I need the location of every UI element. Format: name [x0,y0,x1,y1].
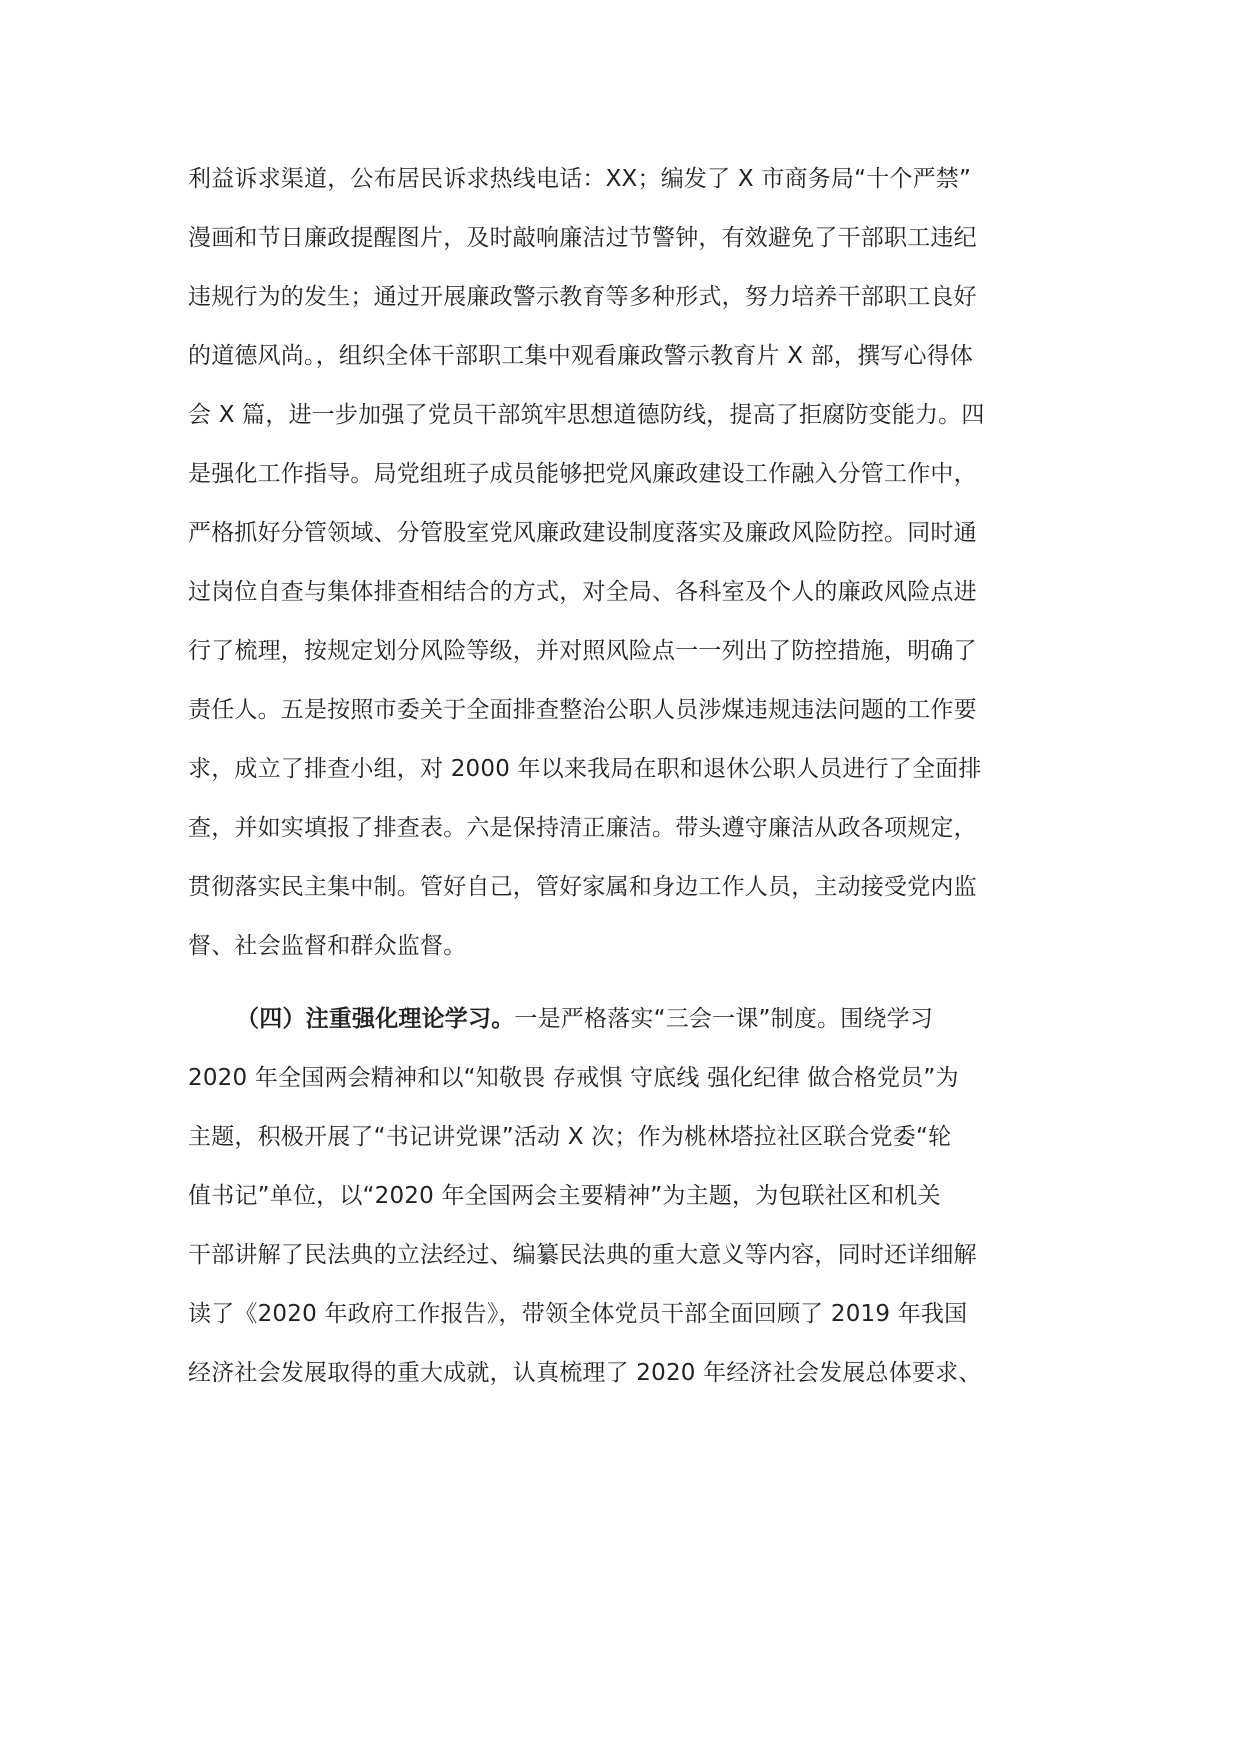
paragraph-line: 求，成立了排查小组，对 2000 年以来我局在职和退休公职人员进行了全面排 [188,756,982,782]
paragraph-line: 2020 年全国两会精神和以“知敬畏 存戒惧 守底线 强化纪律 做合格党员”为 [188,1065,959,1091]
paragraph-line: 干部讲解了民法典的立法经过、编纂民法典的重大意义等内容，同时还详细解 [188,1242,977,1268]
paragraph-line: 会 X 篇，进一步加强了党员干部筑牢思想道德防线，提高了拒腐防变能力。四 [188,402,985,428]
paragraph-line: 违规行为的发生；通过开展廉政警示教育等多种形式，努力培养干部职工良好 [188,284,977,310]
paragraph-line: 行了梳理，按规定划分风险等级，并对照风险点一一列出了防控措施，明确了 [188,638,977,664]
paragraph-line: 督、社会监督和群众监督。 [188,933,467,959]
paragraph-line: 主题，积极开展了“书记讲党课”活动 X 次；作为桃林塔拉社区联合党委“轮 [188,1124,952,1150]
paragraph-line: 严格抓好分管领域、分管股室党风廉政建设制度落实及廉政风险防控。同时通 [188,520,977,546]
paragraph-line: 利益诉求渠道，公布居民诉求热线电话：XX；编发了 X 市商务局“十个严禁” [188,166,972,192]
paragraph-line: 漫画和节日廉政提醒图片，及时敲响廉洁过节警钟，有效避免了干部职工违纪 [188,225,977,251]
paragraph-line: 责任人。五是按照市委关于全面排查整治公职人员涉煤违规违法问题的工作要 [188,697,977,723]
paragraph-line: 经济社会发展取得的重大成就，认真梳理了 2020 年经济社会发展总体要求、 [188,1360,982,1386]
section-heading: （四）注重强化理论学习。 [236,1006,515,1032]
paragraph-line: 查，并如实填报了排查表。六是保持清正廉洁。带头遵守廉洁从政各项规定， [188,815,977,841]
paragraph-line: 贯彻落实民主集中制。管好自己，管好家属和身边工作人员，主动接受党内监 [188,874,977,900]
section-first-line-text: 一是严格落实“三会一课”制度。围绕学习 [514,1006,934,1032]
section-first-line [236,1004,1068,1034]
paragraph-line: 的道德风尚。，组织全体干部职工集中观看廉政警示教育片 X 部，撰写心得体 [188,343,974,369]
paragraph-line: 是强化工作指导。局党组班子成员能够把党风廉政建设工作融入分管工作中， [188,461,977,487]
paragraph-line: 读了《2020 年政府工作报告》，带领全体党员干部全面回顾了 2019 年我国 [188,1301,968,1327]
paragraph-line: 过岗位自查与集体排查相结合的方式，对全局、各科室及个人的廉政风险点进 [188,579,977,605]
paragraph-line: 值书记”单位，以“2020 年全国两会主要精神”为主题，为包联社区和机关 [188,1183,941,1209]
